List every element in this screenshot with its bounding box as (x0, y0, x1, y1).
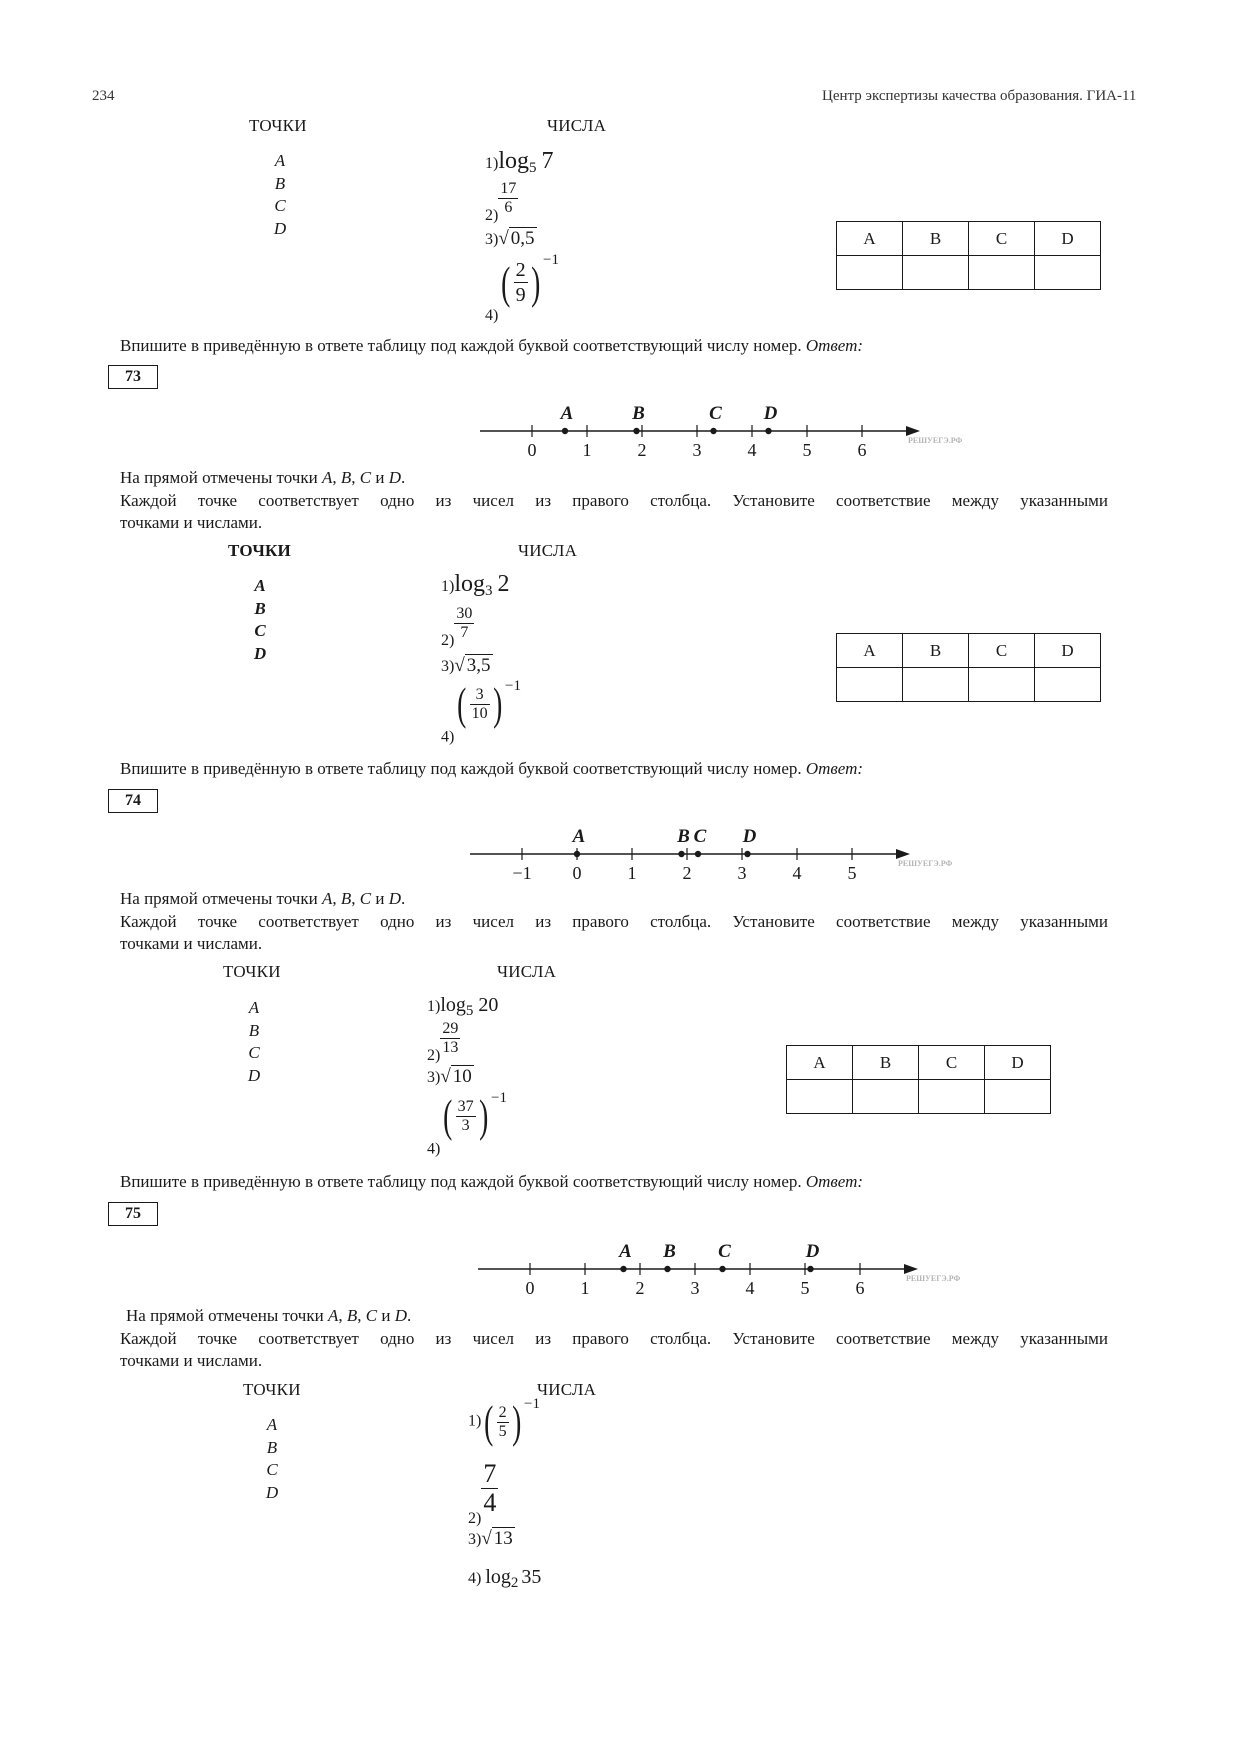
answer-table-74: A B C D (786, 1045, 1051, 1114)
number-item-73-3: 3)√ 3,5 (441, 655, 491, 676)
numbers-heading: ЧИСЛА (547, 116, 607, 135)
tick-label: −1 (512, 863, 532, 883)
instruction-74: Впишите в приведённую в ответе таблицу под каждой буквой соответствующий числу номер. Ответ: (120, 1172, 864, 1191)
point-b-marker (633, 428, 639, 434)
point-c-label: C (693, 826, 707, 847)
point-d-marker (744, 851, 750, 857)
number-item-3: 3)√ 0,5 (485, 228, 535, 249)
answer-cell-d[interactable] (1035, 256, 1101, 290)
number-item-74-2: 2) $\frac{29}{13}$ (427, 1020, 459, 1064)
number-line-74 (460, 818, 953, 890)
point-a-marker (574, 851, 580, 857)
tick-label: 5 (800, 1278, 810, 1298)
axis-arrow (904, 1264, 918, 1274)
answer-table-73: A B C D (836, 633, 1101, 702)
point-letter-a: A (274, 151, 286, 170)
task-text-74-line2: точками и числами. (120, 934, 263, 953)
answer-cell-73-a[interactable] (837, 668, 903, 702)
answer-cell-73-c[interactable] (969, 668, 1035, 702)
points-letters-73: A B C D (253, 576, 267, 663)
number-item-75-4: 4) log2 35 (468, 1566, 542, 1591)
tick-label: 1 (580, 1278, 590, 1298)
number-line-73 (470, 395, 963, 467)
points-letters-75: A B C D (265, 1415, 279, 1502)
point-a-label: A (560, 403, 574, 424)
task-text-75-line2: точками и числами. (120, 1351, 263, 1370)
axis-arrow (896, 849, 910, 859)
tick-label: 0 (572, 863, 582, 883)
number-item-75-1: 1)( $\frac{2}{5}$ ) −1 (468, 1396, 540, 1447)
tick-label: 3 (737, 863, 747, 883)
answer-cell-74-b[interactable] (853, 1080, 919, 1114)
line-sentence-74: На прямой отмечены точки A, B, C и D. (120, 889, 406, 908)
task-text-75: Каждой точке соответствует одно из чисел из правого столбца. Установите соответствие между указанными (120, 1329, 1108, 1348)
tick-label: 3 (692, 440, 702, 460)
table-header-d: D (1035, 222, 1101, 256)
number-item-74-4: 4)( $\frac{37}{3}$ ) −1 (427, 1090, 507, 1158)
number-item-2: 2) $\frac{17}{6}$ (485, 180, 517, 224)
answer-cell-74-d[interactable] (985, 1080, 1051, 1114)
tick-label: 2 (635, 1278, 645, 1298)
table-header-a: A (837, 222, 903, 256)
number-item-74-3: 3)√ 10 (427, 1066, 472, 1087)
points-letters (270, 150, 290, 240)
points-heading: ТОЧКИ (249, 116, 307, 135)
point-d-label: D (805, 1241, 820, 1262)
answer-cell-74-c[interactable] (919, 1080, 985, 1114)
instruction-73: Впишите в приведённую в ответе таблицу под каждой буквой соответствующий числу номер. Ответ: (120, 759, 864, 778)
watermark: РЕШУЕГЭ.РФ (908, 436, 963, 445)
tick-label: 4 (745, 1278, 755, 1298)
table-header-c: C (969, 222, 1035, 256)
point-a-marker (562, 428, 568, 434)
numbers-heading-75: ЧИСЛА (537, 1380, 597, 1399)
point-c-label: C (709, 403, 722, 424)
tick-label: 6 (855, 1278, 865, 1298)
axis-arrow (906, 426, 920, 436)
point-d-label: D (763, 403, 778, 424)
point-a-label: A (572, 826, 586, 847)
tick-label: 0 (525, 1278, 535, 1298)
watermark: РЕШУЕГЭ.РФ (898, 859, 953, 868)
point-d-marker (765, 428, 771, 434)
number-line-75 (468, 1233, 961, 1305)
tick-label: 1 (627, 863, 637, 883)
page-number: 234 (92, 88, 115, 104)
numbers-heading-73: ЧИСЛА (518, 541, 578, 560)
tick-label: 6 (857, 440, 867, 460)
tick-label: 2 (682, 863, 692, 883)
answer-cell-b[interactable] (903, 256, 969, 290)
point-letter-b: B (274, 173, 286, 193)
answer-cell-73-d[interactable] (1035, 668, 1101, 702)
number-item-73-4: 4)( $\frac{3}{10}$ ) −1 (441, 678, 521, 746)
watermark: РЕШУЕГЭ.РФ (906, 1274, 961, 1283)
line-sentence-75: На прямой отмечены точки A, B, C и D. (126, 1306, 412, 1325)
tick-label: 2 (637, 440, 647, 460)
number-item-74-1: 1)log5 20 (427, 994, 499, 1019)
tick-label: 0 (527, 440, 537, 460)
task-text-74: Каждой точке соответствует одно из чисел из правого столбца. Установите соответствие между указанными (120, 912, 1108, 931)
answer-cell-73-b[interactable] (903, 668, 969, 702)
point-letter-c: C (274, 196, 286, 215)
point-c-marker (695, 851, 701, 857)
number-item-73-1: 1)log3 2 (441, 571, 510, 599)
answer-cell-c[interactable] (969, 256, 1035, 290)
running-header: Центр экспертизы качества образования. ГИА-11 (822, 88, 1137, 104)
point-b-label: B (632, 403, 645, 424)
point-c-marker (710, 428, 716, 434)
tick-label: 5 (802, 440, 812, 460)
problem-number-75: 75 (108, 1202, 158, 1226)
task-text-73: Каждой точке соответствует одно из чисел из правого столбца. Установите соответствие между указанными (120, 491, 1108, 510)
points-heading-73: ТОЧКИ (228, 541, 291, 560)
point-letter-d: D (273, 218, 287, 238)
points-heading-74: ТОЧКИ (223, 962, 281, 981)
points-letters-74: A B C D (247, 998, 261, 1085)
point-d-label: D (742, 826, 757, 847)
points-heading-75: ТОЧКИ (243, 1380, 301, 1399)
number-item-75-3: 3)√ 13 (468, 1528, 513, 1549)
task-text-73-line2: точками и числами. (120, 513, 263, 532)
point-b-marker (664, 1266, 670, 1272)
point-c-marker (719, 1266, 725, 1272)
answer-cell-74-a[interactable] (787, 1080, 853, 1114)
tick-label: 3 (690, 1278, 700, 1298)
point-c-label: C (718, 1241, 731, 1262)
number-item-73-2: 2) $\frac{30}{7}$ (441, 605, 473, 649)
tick-label: 1 (582, 440, 592, 460)
problem-number-74: 74 (108, 789, 158, 813)
point-a-label: A (619, 1241, 632, 1262)
instruction-72: Впишите в приведённую в ответе таблицу под каждой буквой соответствующий числу номер. Ответ: (120, 336, 864, 355)
point-a-marker (620, 1266, 626, 1272)
tick-label: 4 (792, 863, 802, 883)
line-sentence-73: На прямой отмечены точки A, B, C и D. (120, 468, 406, 487)
table-header-b: B (903, 222, 969, 256)
answer-cell-a[interactable] (837, 256, 903, 290)
tick-label: 5 (847, 863, 857, 883)
number-item-4: 4)( $\frac{2}{9}$ ) −1 (485, 252, 559, 325)
answer-table-72 (836, 221, 1101, 290)
number-item-75-2: 2) $\frac{7}{4}$ (468, 1459, 497, 1527)
point-b-marker (678, 851, 684, 857)
point-d-marker (807, 1266, 813, 1272)
number-item-1: 1)log5 7 (485, 148, 554, 176)
problem-number-73: 73 (108, 365, 158, 389)
point-b-label: B (677, 826, 690, 847)
tick-label: 4 (747, 440, 757, 460)
point-b-label: B (663, 1241, 676, 1262)
numbers-heading-74: ЧИСЛА (497, 962, 557, 981)
